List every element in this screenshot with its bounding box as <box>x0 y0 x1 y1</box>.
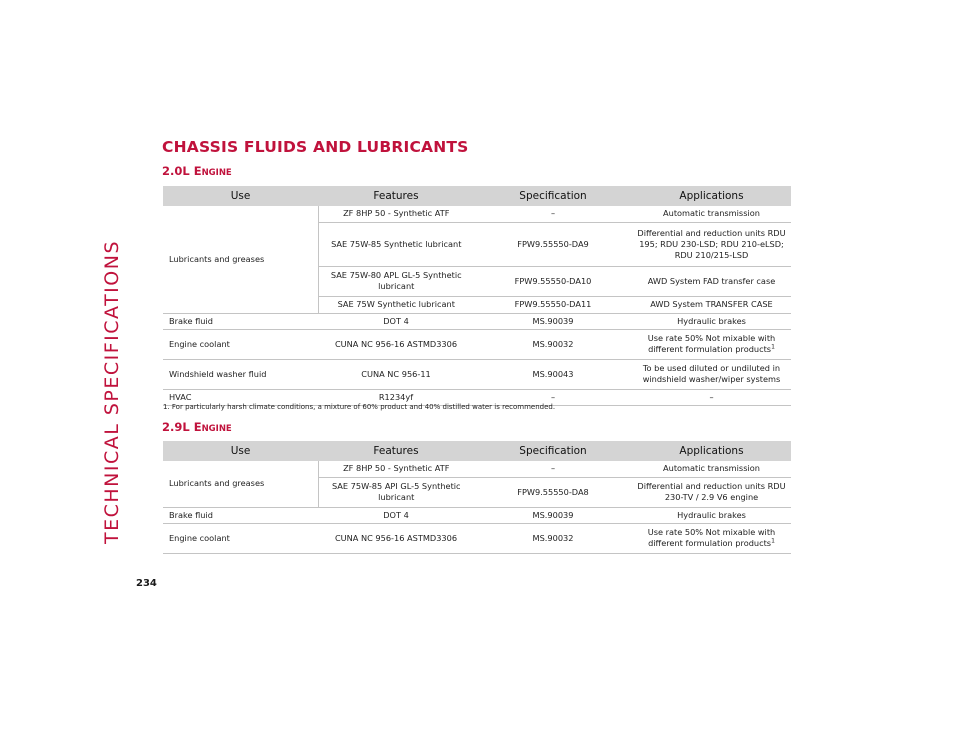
header-features: Features <box>318 186 474 206</box>
applications-cell: AWD System FAD transfer case <box>632 266 791 296</box>
specification-cell: MS.90032 <box>474 523 632 553</box>
table-header-row <box>163 186 791 206</box>
specification-cell: – <box>474 389 632 405</box>
header-use: Use <box>163 186 318 206</box>
header-applications: Applications <box>632 186 791 206</box>
applications-cell: To be used diluted or undiluted in windshield washer/wiper systems <box>632 359 791 389</box>
applications-cell: – <box>632 389 791 405</box>
footnote-marker: 1 <box>771 537 775 545</box>
applications-cell: Hydraulic brakes <box>632 313 791 329</box>
features-cell: DOT 4 <box>318 507 474 523</box>
use-cell: Lubricants and greases <box>163 206 318 313</box>
specification-cell: FPW9.55550-DA11 <box>474 296 632 313</box>
features-cell: SAE 75W-80 APL GL-5 Synthetic lubricant <box>318 266 474 296</box>
features-cell: SAE 75W-85 API GL-5 Synthetic lubricant <box>318 477 474 507</box>
header-specification: Specification <box>474 441 632 461</box>
specification-cell: MS.90043 <box>474 359 632 389</box>
table-header-row <box>163 441 791 461</box>
table-row <box>163 206 791 222</box>
header-features: Features <box>318 441 474 461</box>
side-title: TECHNICAL SPECIFICATIONS <box>101 239 123 545</box>
features-cell: CUNA NC 956-16 ASTMD3306 <box>318 523 474 553</box>
specification-cell: MS.90032 <box>474 329 632 359</box>
use-cell: Engine coolant <box>163 329 318 359</box>
specification-cell: MS.90039 <box>474 313 632 329</box>
specification-cell: – <box>474 206 632 222</box>
table-row <box>163 359 791 389</box>
applications-cell: Hydraulic brakes <box>632 507 791 523</box>
features-cell: SAE 75W Synthetic lubricant <box>318 296 474 313</box>
applications-cell: Automatic transmission <box>632 206 791 222</box>
table-row <box>163 313 791 329</box>
specification-cell: – <box>474 461 632 477</box>
table-row <box>163 329 791 359</box>
specification-cell: FPW9.55550-DA9 <box>474 222 632 266</box>
features-cell: CUNA NC 956-16 ASTMD3306 <box>318 329 474 359</box>
features-cell: SAE 75W-85 Synthetic lubricant <box>318 222 474 266</box>
header-use: Use <box>163 441 318 461</box>
page-number: 234 <box>136 578 157 589</box>
applications-cell: AWD System TRANSFER CASE <box>632 296 791 313</box>
features-cell: R1234yf <box>318 389 474 405</box>
fluids-table-2-9l <box>163 441 791 554</box>
applications-cell: Automatic transmission <box>632 461 791 477</box>
section-heading-2-0l: 2.0L ENGINE <box>162 164 232 178</box>
header-applications: Applications <box>632 441 791 461</box>
use-cell: Brake fluid <box>163 313 318 329</box>
use-cell: Brake fluid <box>163 507 318 523</box>
page-title: CHASSIS FLUIDS AND LUBRICANTS <box>162 138 469 156</box>
applications-cell: Use rate 50% Not mixable with different formulation products$^1$ <box>632 329 791 359</box>
applications-cell: Differential and reduction units RDU 230-TV / 2.9 V6 engine <box>632 477 791 507</box>
applications-cell: Use rate 50% Not mixable with different formulation products$^1$ <box>632 523 791 553</box>
use-cell: HVAC <box>163 389 318 405</box>
use-cell: Windshield washer fluid <box>163 359 318 389</box>
footnote-marker: 1 <box>771 343 775 351</box>
table-row <box>163 523 791 553</box>
features-cell: ZF 8HP 50 - Synthetic ATF <box>318 461 474 477</box>
features-cell: CUNA NC 956-11 <box>318 359 474 389</box>
use-cell: Lubricants and greases <box>163 461 318 507</box>
section-heading-2-9l: 2.9L ENGINE <box>162 420 232 434</box>
features-cell: ZF 8HP 50 - Synthetic ATF <box>318 206 474 222</box>
features-cell: DOT 4 <box>318 313 474 329</box>
fluids-table-2-0l <box>163 186 791 406</box>
specification-cell: MS.90039 <box>474 507 632 523</box>
use-cell: Engine coolant <box>163 523 318 553</box>
table-row <box>163 507 791 523</box>
header-specification: Specification <box>474 186 632 206</box>
specification-cell: FPW9.55550-DA8 <box>474 477 632 507</box>
applications-cell: Differential and reduction units RDU 195; RDU 230-LSD; RDU 210-eLSD; RDU 210/215-LSD <box>632 222 791 266</box>
footnote: 1. For particularly harsh climate conditions, a mixture of 60% product and 40% distilled water is recommended. <box>163 403 556 411</box>
specification-cell: FPW9.55550-DA10 <box>474 266 632 296</box>
table-row <box>163 461 791 477</box>
